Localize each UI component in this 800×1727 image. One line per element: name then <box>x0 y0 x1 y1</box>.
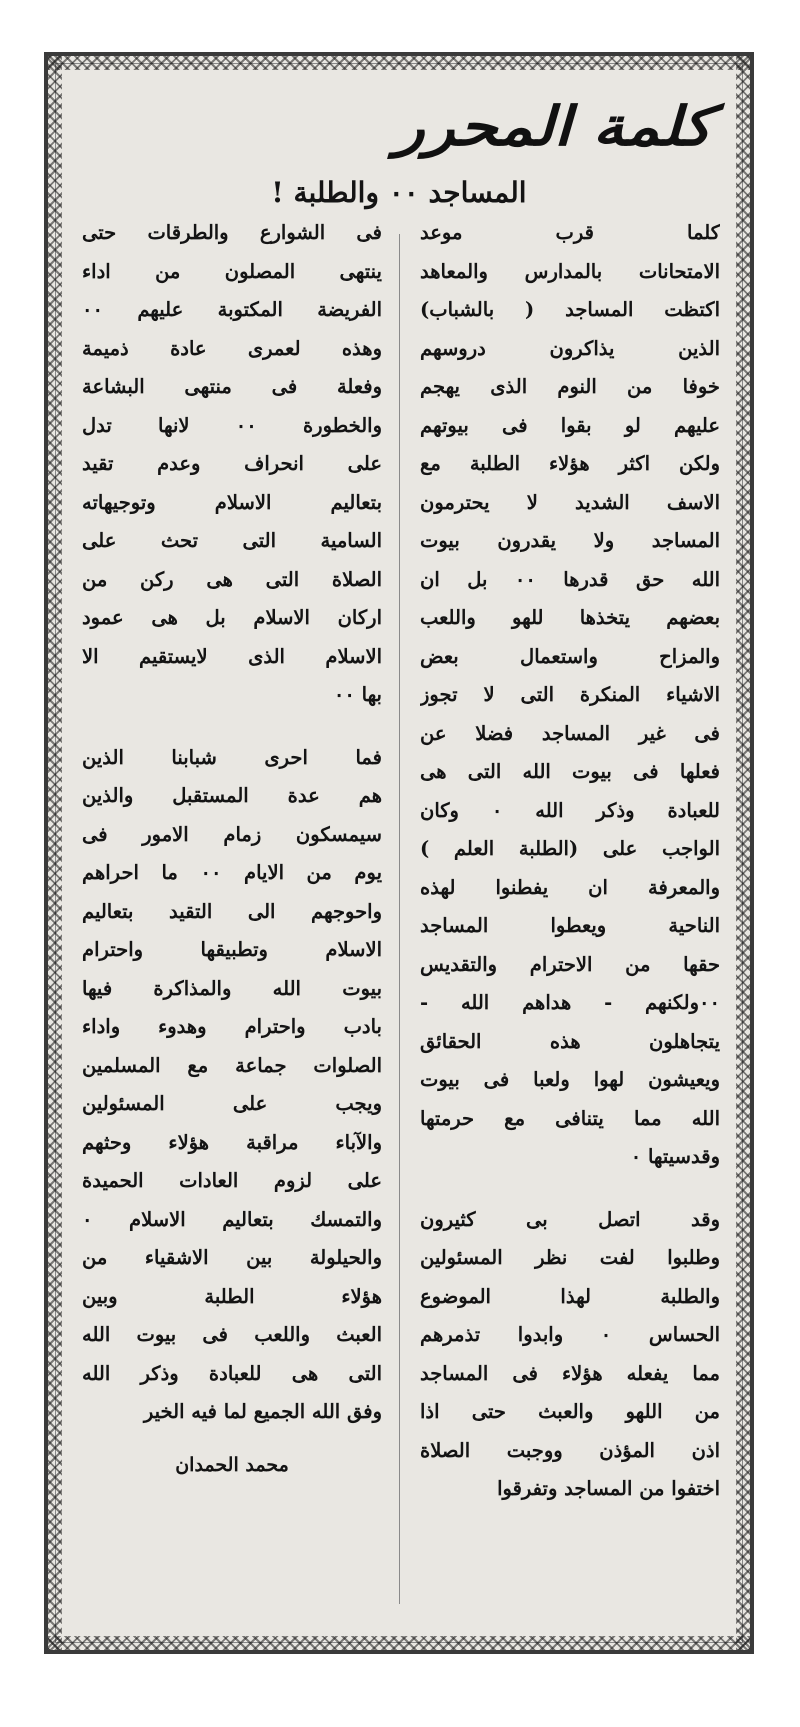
text-line: والمزاح واستعمال بعض <box>420 644 720 668</box>
text-line: للعبادة وذكر الله ٠ وكان <box>420 798 720 822</box>
text-line: التى هى للعبادة وذكر الله <box>82 1361 382 1385</box>
text-line: على انحراف وعدم تقيد <box>82 452 382 475</box>
text-line: وطلبوا لفت نظر المسئولين <box>420 1246 720 1269</box>
text-line: والخطورة ٠٠ لانها تدل <box>82 413 382 437</box>
text-line: فعلها فى بيوت الله التى هى <box>420 760 720 783</box>
right-column <box>420 214 720 1624</box>
text-line: عليهم لو بقوا فى بيوتهم <box>420 413 720 437</box>
text-line: بها ٠٠ <box>333 683 382 706</box>
text-line: اكتظت المساجد ( بالشباب) <box>420 298 720 321</box>
border-pattern-top <box>48 56 750 70</box>
text-line: الصلوات جماعة مع المسلمين <box>82 1053 382 1077</box>
text-line: ويجب على المسئولين <box>82 1092 382 1115</box>
text-line: بيوت الله والمذاكرة فيها <box>82 976 382 1000</box>
text-line: المساجد ولا يقدرون بيوت <box>420 529 720 552</box>
text-line: مما يفعله هؤلاء فى المساجد <box>420 1361 720 1385</box>
author-signature: محمد الحمدان <box>175 1453 289 1476</box>
text-line: الله مما يتنافى مع حرمتها <box>420 1106 720 1130</box>
border-pattern-right <box>736 56 750 1650</box>
text-line: وفق الله الجميع لما فيه الخير <box>143 1400 382 1423</box>
text-line: الله حق قدرها ٠٠ بل ان <box>420 567 720 591</box>
text-line: خوفا من النوم الذى يهجم <box>420 375 720 398</box>
text-line: بادب واحترام وهدوء واداء <box>82 1015 382 1038</box>
text-line: وقدسيتها ٠ <box>630 1145 720 1168</box>
text-line: ويعيشون لهوا ولعبا فى بيوت <box>420 1068 720 1091</box>
text-line: والمعرفة ان يفطنوا لهذه <box>420 875 720 899</box>
text-line: فى الشوارع والطرقات حتى <box>82 221 382 244</box>
text-line: ينتهى المصلون من اداء <box>82 259 382 283</box>
newspaper-clipping <box>44 52 754 1654</box>
column-name: كلمة المحرر <box>394 94 712 158</box>
masthead <box>70 76 728 209</box>
text-line: الواجب على (الطلبة العلم ) <box>420 837 720 860</box>
text-line: فى غير المساجد فضلا عن <box>420 721 720 745</box>
text-line: الاشياء المنكرة التى لا تجوز <box>420 683 720 706</box>
text-line: اذن المؤذن ووجبت الصلاة <box>420 1438 720 1462</box>
text-line: يتجاهلون هذه الحقائق <box>420 1029 720 1053</box>
text-line: هؤلاء الطلبة وبين <box>82 1284 382 1308</box>
text-line: واحوجهم الى التقيد بتعاليم <box>82 899 382 923</box>
text-line: الامتحانات بالمدارس والمعاهد <box>420 259 720 283</box>
text-line: والتمسك بتعاليم الاسلام ٠ <box>82 1207 382 1231</box>
text-line: حقها من الاحترام والتقديس <box>420 952 720 976</box>
text-line: سيمسكون زمام الامور فى <box>82 822 382 846</box>
text-line: هم عدة المستقبل والذين <box>82 784 382 807</box>
text-line: بعضهم يتخذها للهو واللعب <box>420 606 720 629</box>
left-column <box>82 214 382 1624</box>
text-line: ولكن اكثر هؤلاء الطلبة مع <box>420 452 720 475</box>
text-line: بتعاليم الاسلام وتوجيهاته <box>82 490 382 514</box>
text-line: الناحية ويعطوا المساجد <box>420 914 720 937</box>
text-line: فما احرى شبابنا الذين <box>82 745 382 769</box>
text-line: كلما قرب موعد <box>420 221 720 244</box>
text-line: والطلبة لهذا الموضوع <box>420 1284 720 1308</box>
text-line: يوم من الايام ٠٠ ما احراهم <box>82 861 382 884</box>
text-line: وفعلة فى منتهى البشاعة <box>82 375 382 398</box>
text-line: الصلاة التى هى ركن من <box>82 567 382 591</box>
article-body <box>70 214 728 1624</box>
text-line: الاسف الشديد لا يحترمون <box>420 490 720 514</box>
text-line: من اللهو والعبث حتى اذا <box>420 1400 720 1423</box>
paragraph-gap <box>82 715 382 739</box>
text-line: اركان الاسلام بل هى عمود <box>82 606 382 629</box>
article-title: المساجد ٠٠ والطلبة ! <box>271 176 527 209</box>
text-line: الاسلام الذى لايستقيم الا <box>82 644 382 668</box>
text-line: الاسلام وتطبيقها واحترام <box>82 938 382 961</box>
text-line: وهذه لعمرى عادة ذميمة <box>82 336 382 360</box>
column-divider <box>399 234 400 1604</box>
text-line: على لزوم العادات الحميدة <box>82 1169 382 1192</box>
text-line: اختفوا من المساجد وتفرقوا <box>497 1477 720 1500</box>
text-line: ٠٠ولكنهم - هداهم الله - <box>420 991 720 1014</box>
text-line: العبث واللعب فى بيوت الله <box>82 1323 382 1346</box>
text-line: والحيلولة بين الاشقياء من <box>82 1246 382 1269</box>
border-pattern-bottom <box>48 1636 750 1650</box>
text-line: الحساس ٠ وابدوا تذمرهم <box>420 1323 720 1346</box>
text-line: السامية التى تحث على <box>82 529 382 552</box>
border-pattern-left <box>48 56 62 1650</box>
text-line: الذين يذاكرون دروسهم <box>420 336 720 360</box>
paragraph-gap <box>420 1177 720 1201</box>
text-line: والآباء مراقبة هؤلاء وحثهم <box>82 1130 382 1154</box>
text-line: الفريضة المكتوبة عليهم ٠٠ <box>82 298 382 321</box>
text-line: وقد اتصل بى كثيرون <box>420 1207 720 1231</box>
